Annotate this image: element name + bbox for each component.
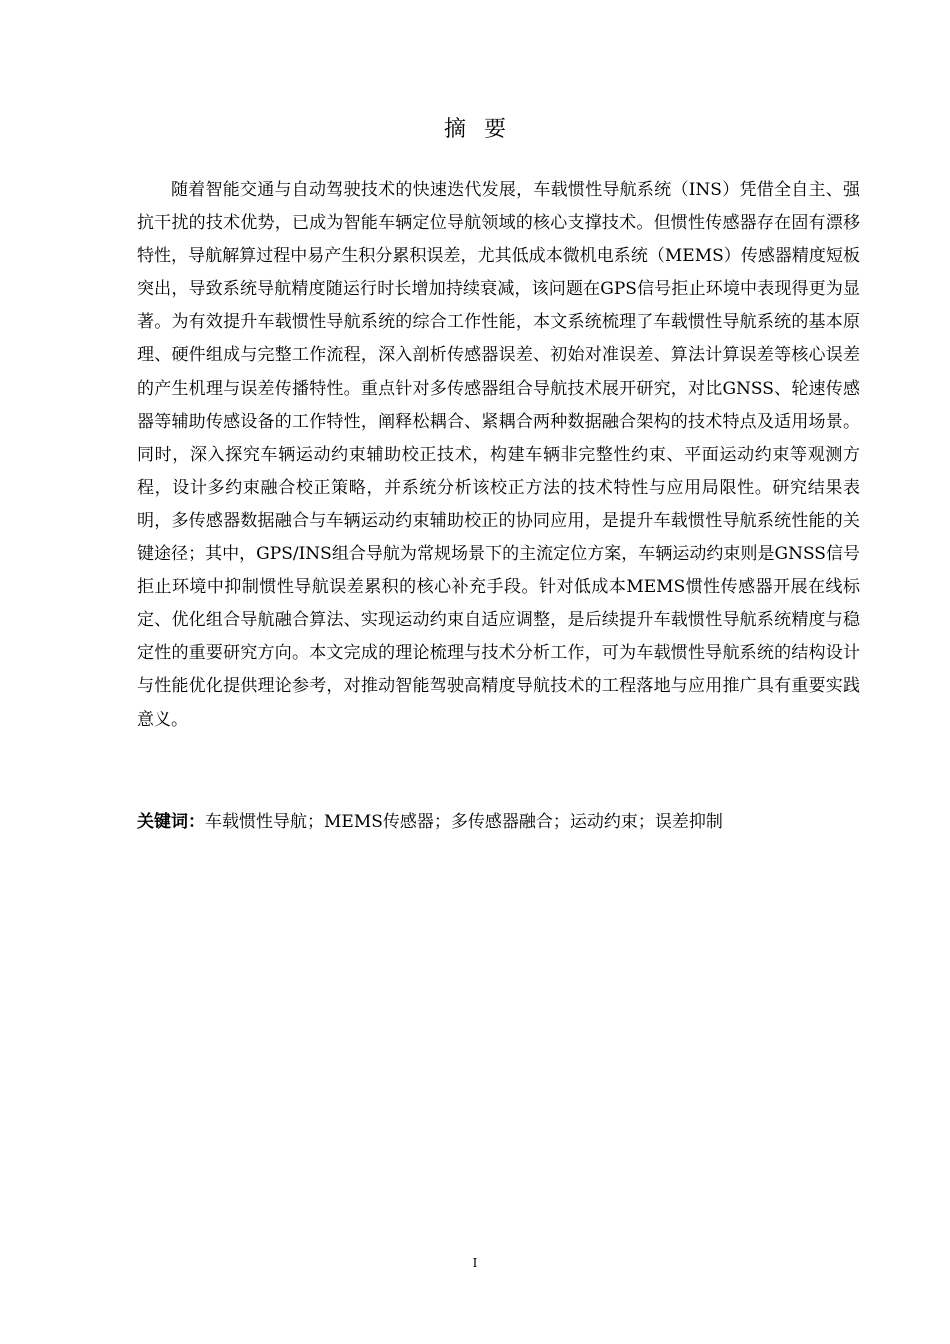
keywords-list: 车载惯性导航；MEMS传感器；多传感器融合；运动约束；误差抑制 [205,812,723,832]
abstract-body: 随着智能交通与自动驾驶技术的快速迭代发展，车载惯性导航系统（INS）凭借全自主、强抗干扰的技术优势，已成为智能车辆定位导航领域的核心支撑技术。但惯性传感器存在固有漂移特性，导航解算过程中易产生积分累积误差，尤其低成本微机电系统（MEMS）传感器精度短板突出，导致系统导航精度随运行时长增加持续衰减，该问题在GPS信号拒止环境中表现得更为显著。为有效提升车载惯性导航系统的综合工作性能，本文系统梳理了车载惯性导航系统的基本原理、硬件组成与完整工作流程，深入剖析传感器误差、初始对准误差、算法计算误差等核心误差的产生机理与误差传播特性。重点针对多传感器组合导航技术展开研究，对比GNSS、轮速传感器等辅助传感设备的工作特性，阐释松耦合、紧耦合两种数据融合架构的技术特点及适用场景。同时，深入探究车辆运动约束辅助校正技术，构建车辆非完整性约束、平面运动约束等观测方程，设计多约束融合校正策略，并系统分析该校正方法的技术特性与应用局限性。研究结果表明，多传感器数据融合与车辆运动约束辅助校正的协同应用，是提升车载惯性导航系统性能的关键途径；其中，GPS/INS组合导航为常规场景下的主流定位方案，车辆运动约束则是GNSS信号拒止环境中抑制惯性导航误差累积的核心补充手段。针对低成本MEMS惯性传感器开展在线标定、优化组合导航融合算法、实现运动约束自适应调整，是后续提升车载惯性导航系统精度与稳定性的重要研究方向。本文完成的理论梳理与技术分析工作，可为车载惯性导航系统的结构设计与性能优化提供理论参考，对推动智能驾驶高精度导航技术的工程落地与应用推广具有重要实践意义。 [137,180,860,730]
abstract-title: 摘要 [443,117,524,142]
page-number: I [472,1256,478,1270]
keywords-line [137,806,860,839]
keywords-label: 关键词： [137,812,205,832]
